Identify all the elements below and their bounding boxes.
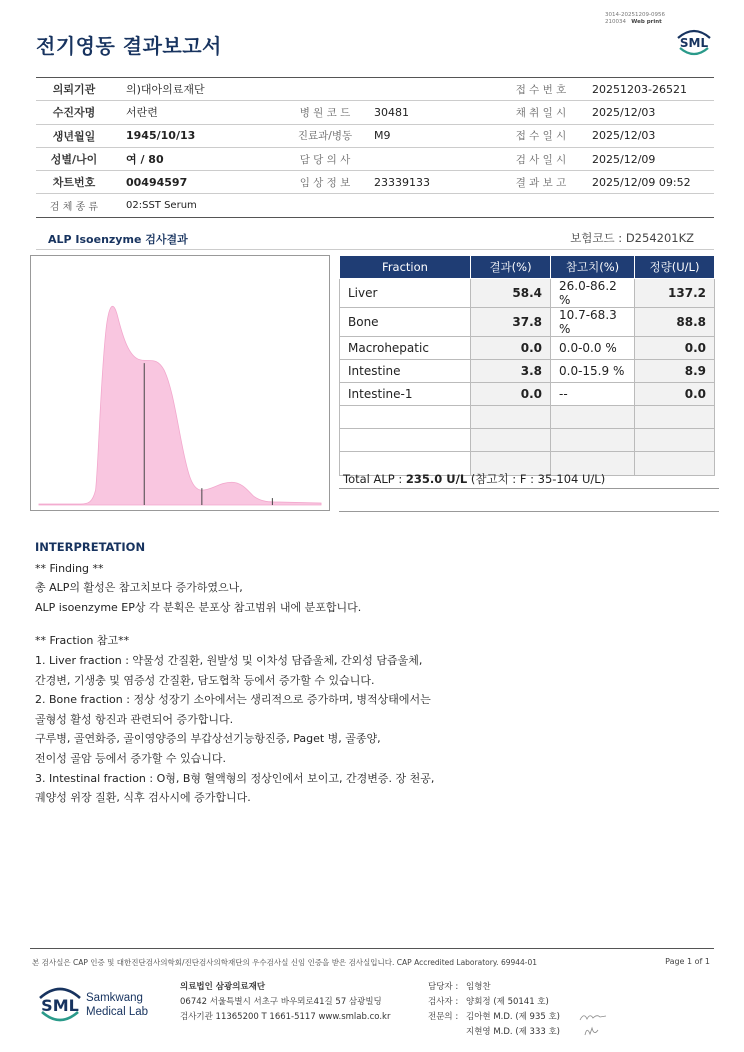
info-label: 진료과/병동 bbox=[297, 130, 353, 143]
fraction-name: Intestine bbox=[340, 360, 471, 383]
info-label: 접 수 번 호 bbox=[515, 83, 567, 96]
fraction-reference: 26.0-86.2 % bbox=[551, 279, 635, 308]
info-value: 20251203-26521 bbox=[592, 82, 687, 96]
info-label: 차트번호 bbox=[52, 176, 96, 190]
info-label: 접 수 일 시 bbox=[515, 130, 567, 143]
report-title: 전기영동 결과보고서 bbox=[36, 34, 222, 58]
fraction-percent: 0.0 bbox=[471, 337, 551, 360]
info-label: 채 취 일 시 bbox=[515, 106, 567, 119]
interp-line: ALP isoenzyme EP상 각 분획은 분포상 참고범위 내에 분포합니다. bbox=[35, 600, 362, 614]
info-label: 병 원 코 드 bbox=[299, 106, 351, 119]
interp-line: ** Fraction 참고** bbox=[35, 634, 130, 648]
interp-line: 총 ALP의 활성은 참고치보다 증가하였으나, bbox=[35, 581, 243, 595]
info-value: 2025/12/09 09:52 bbox=[592, 175, 691, 189]
staff-role: 전문의 : bbox=[428, 1012, 459, 1022]
logo-text: SML bbox=[679, 36, 709, 50]
interp-line: 2. Bone fraction : 정상 성장기 소아에서는 생리적으로 증가하며, 병적상태에서는 bbox=[35, 693, 431, 707]
print-code-label: Web print bbox=[631, 19, 662, 25]
fraction-name: Intestine-1 bbox=[340, 383, 471, 406]
interpretation bbox=[35, 538, 705, 808]
results-table bbox=[339, 255, 715, 476]
info-label: 생년월일 bbox=[52, 129, 96, 143]
col-header: Fraction bbox=[340, 256, 471, 279]
info-row bbox=[36, 171, 714, 194]
result-section-header bbox=[36, 228, 714, 250]
organization-info bbox=[180, 980, 390, 1025]
table-row bbox=[340, 308, 715, 337]
signature-icon bbox=[582, 1024, 602, 1038]
info-row bbox=[36, 78, 714, 101]
logo-mark-text: SML bbox=[41, 996, 79, 1015]
info-label: 결 과 보 고 bbox=[515, 176, 567, 189]
info-value: 2025/12/09 bbox=[592, 152, 656, 166]
fraction-percent: 37.8 bbox=[471, 308, 551, 337]
info-label: 검 사 일 시 bbox=[515, 153, 567, 166]
info-label: 의뢰기관 bbox=[52, 83, 96, 97]
staff-name: 지현영 M.D. (제 333 호) bbox=[466, 1027, 561, 1037]
electrophoresis-curve-svg bbox=[31, 256, 329, 510]
info-value: 여 / 80 bbox=[126, 153, 164, 167]
footer-divider bbox=[30, 948, 714, 949]
electrophoresis-curve bbox=[39, 306, 321, 505]
fraction-reference: -- bbox=[551, 383, 635, 406]
patient-info-table bbox=[36, 77, 714, 218]
electrophoresis-chart bbox=[30, 255, 330, 511]
fraction-reference: 10.7-68.3 % bbox=[551, 308, 635, 337]
interp-line: 골형성 활성 항진과 관련되어 증가합니다. bbox=[35, 712, 234, 726]
interp-line: 궤양성 위장 질환, 식후 검사시에 증가합니다. bbox=[35, 791, 251, 805]
total-alp bbox=[339, 467, 719, 489]
staff-name: 임형찬 bbox=[466, 982, 491, 992]
page-number: Page 1 of 1 bbox=[665, 957, 710, 966]
accreditation-note: 본 검사실은 CAP 인증 및 대한진단검사의학회/진단검사의학재단의 우수검사실 신임 인증을 받은 검사실입니다. CAP Accredited Laboratory. 69944-01 bbox=[32, 958, 538, 967]
org-contact: 검사기관 11365200 T 1661-5117 www.smlab.co.kr bbox=[180, 1012, 391, 1022]
col-header: 결과(%) bbox=[471, 256, 551, 279]
info-value: 23339133 bbox=[374, 175, 430, 189]
table-header-row bbox=[340, 256, 715, 279]
info-label: 임 상 정 보 bbox=[299, 176, 351, 189]
interp-line: 간경변, 기생충 및 염증성 간질환, 담도협착 등에서 증가할 수 있습니다. bbox=[35, 673, 375, 687]
signature-icon bbox=[578, 1010, 608, 1024]
fraction-quantity: 0.0 bbox=[635, 383, 715, 406]
total-label: Total ALP : bbox=[343, 472, 406, 486]
info-value: 서란련 bbox=[126, 106, 158, 120]
info-label: 담 당 의 사 bbox=[299, 153, 351, 166]
section-title: ALP Isoenzyme 검사결과 bbox=[48, 233, 188, 246]
table-row bbox=[340, 383, 715, 406]
table-row bbox=[340, 360, 715, 383]
fraction-quantity: 8.9 bbox=[635, 360, 715, 383]
empty-row bbox=[340, 406, 715, 429]
org-name: 의료법인 삼광의료재단 bbox=[180, 982, 266, 992]
info-value: 02:SST Serum bbox=[126, 200, 197, 212]
sml-logo-icon bbox=[674, 24, 714, 60]
staff-name: 김아현 M.D. (제 935 호) bbox=[466, 1012, 561, 1022]
fraction-name: Macrohepatic bbox=[340, 337, 471, 360]
col-header: 참고치(%) bbox=[551, 256, 635, 279]
info-value: 의)대아의료재단 bbox=[126, 83, 205, 97]
org-address: 06742 서울특별시 서초구 바우뫼로41길 57 삼광빌딩 bbox=[180, 997, 382, 1007]
interp-line: 전이성 골암 등에서 증가할 수 있습니다. bbox=[35, 751, 226, 765]
insurance-code: 보험코드 : D254201KZ bbox=[570, 231, 694, 245]
divider bbox=[339, 511, 719, 512]
total-value: 235.0 U/L bbox=[405, 472, 468, 486]
info-value: M9 bbox=[374, 129, 391, 143]
info-label: 수진자명 bbox=[52, 106, 96, 120]
staff-role: 검사자 : bbox=[428, 997, 459, 1007]
info-row bbox=[36, 194, 714, 217]
staff-info bbox=[428, 980, 560, 1040]
interp-line: ** Finding ** bbox=[35, 561, 104, 575]
info-row bbox=[36, 101, 714, 124]
col-header: 정량(U/L) bbox=[635, 256, 715, 279]
info-label: 성별/나이 bbox=[50, 153, 98, 167]
info-value: 2025/12/03 bbox=[592, 129, 656, 143]
fraction-reference: 0.0-15.9 % bbox=[551, 360, 635, 383]
total-reference: (참고치 : F : 35-104 U/L) bbox=[467, 472, 606, 486]
info-value: 2025/12/03 bbox=[592, 105, 656, 119]
interp-line: 구루병, 골연화증, 골이영양증의 부갑상선기능항진증, Paget 병, 골종양, bbox=[35, 732, 381, 746]
info-row bbox=[36, 125, 714, 148]
logo-name-line1: Samkwang bbox=[86, 992, 143, 1004]
logo-name-line2: Medical Lab bbox=[86, 1006, 149, 1018]
info-value: 30481 bbox=[374, 105, 409, 119]
fraction-name: Liver bbox=[340, 279, 471, 308]
info-row bbox=[36, 148, 714, 171]
interp-line: 3. Intestinal fraction : O형, B형 혈액형의 정상인에서 보이고, 간경변증. 장 천공, bbox=[35, 771, 435, 785]
interpretation-heading: INTERPRETATION bbox=[35, 540, 146, 554]
fraction-quantity: 88.8 bbox=[635, 308, 715, 337]
fraction-percent: 58.4 bbox=[471, 279, 551, 308]
print-code-line1: 3014-20251209-0956 bbox=[605, 12, 665, 18]
table-row bbox=[340, 337, 715, 360]
info-label: 검 체 종 류 bbox=[49, 202, 99, 214]
table-row bbox=[340, 279, 715, 308]
interp-line: 1. Liver fraction : 약물성 간질환, 원발성 및 이차성 담즙울체, 간외성 담즙울체, bbox=[35, 653, 423, 667]
staff-role: 담당자 : bbox=[428, 982, 459, 992]
samkwang-logo-icon bbox=[36, 982, 166, 1026]
empty-row bbox=[340, 429, 715, 452]
fraction-name: Bone bbox=[340, 308, 471, 337]
print-code bbox=[605, 12, 665, 26]
fraction-quantity: 0.0 bbox=[635, 337, 715, 360]
fraction-quantity: 137.2 bbox=[635, 279, 715, 308]
info-value: 00494597 bbox=[126, 175, 188, 189]
fraction-percent: 0.0 bbox=[471, 383, 551, 406]
fraction-percent: 3.8 bbox=[471, 360, 551, 383]
print-code-line2: 210034 bbox=[605, 19, 626, 25]
fraction-reference: 0.0-0.0 % bbox=[551, 337, 635, 360]
info-value: 1945/10/13 bbox=[126, 129, 196, 143]
staff-name: 양회정 (제 50141 호) bbox=[466, 997, 549, 1007]
